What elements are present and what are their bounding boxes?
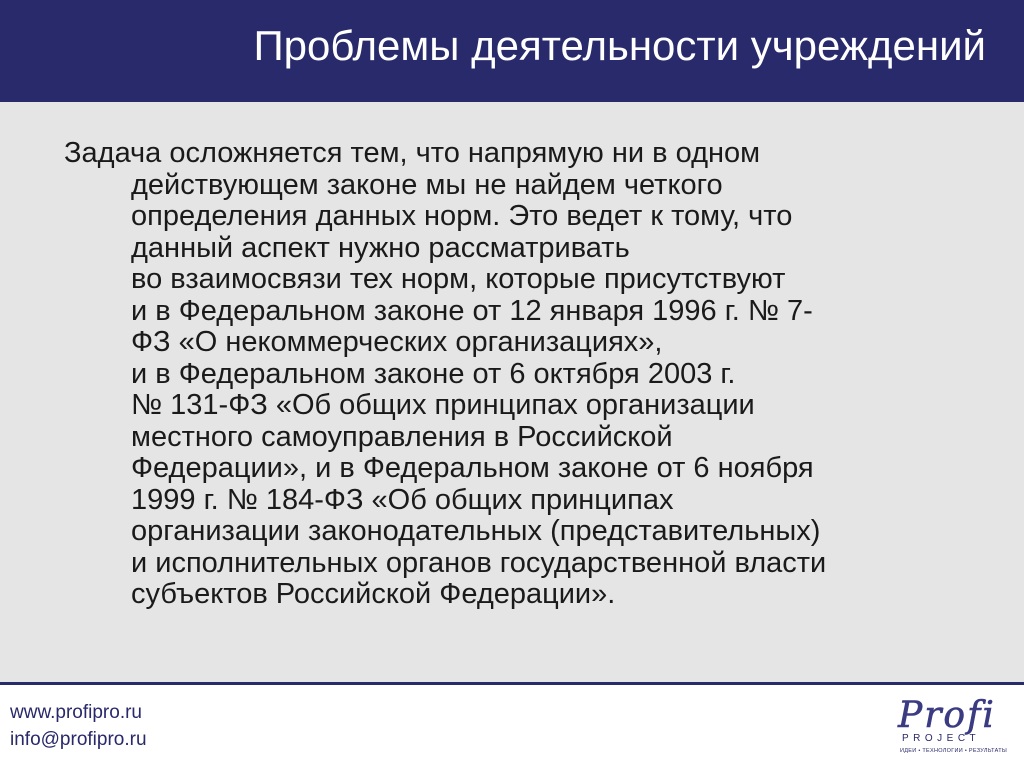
body-line: и в Федеральном законе от 6 октября 2003 г.: [131, 357, 736, 390]
body-line: ФЗ «О некоммерческих организациях»,: [131, 326, 663, 358]
body-paragraph: [64, 138, 964, 611]
logo-sub: PROJECT: [902, 733, 981, 744]
title-bar: [0, 0, 1024, 102]
contacts: [10, 699, 147, 753]
content-area: [0, 102, 1024, 682]
body-line: данный аспект нужно рассматривать: [131, 231, 630, 264]
body-line: и исполнительных органов государственной власти: [131, 546, 827, 579]
body-line: субъектов Российской Федерации».: [131, 578, 616, 610]
body-line: 1999 г. № 184-ФЗ «Об общих принципах: [131, 483, 674, 516]
body-line: № 131-ФЗ «Об общих принципах организации: [131, 389, 755, 421]
body-line: определения данных норм. Это ведет к тому, что: [131, 200, 793, 232]
body-line: местного самоуправления в Российской: [131, 420, 673, 453]
footer: [0, 685, 1024, 768]
logo-tagline: ИДЕИ • ТЕХНОЛОГИИ • РЕЗУЛЬТАТЫ: [900, 748, 1008, 754]
body-line: Задача осложняется тем, что напрямую ни в одном: [64, 137, 761, 169]
body-line: во взаимосвязи тех норм, которые присутствуют: [131, 263, 786, 295]
profi-project-logo: [894, 689, 1014, 761]
logo-brand: Profi: [898, 695, 996, 736]
body-line: и в Федеральном законе от 12 января 1996 г. № 7-: [131, 294, 813, 327]
website-link[interactable]: www.profipro.ru: [10, 702, 142, 723]
email-link[interactable]: info@profipro.ru: [10, 729, 147, 750]
body-line: действующем законе мы не найдем четкого: [131, 168, 723, 201]
page-title: Проблемы деятельности учреждений: [253, 22, 986, 69]
body-line: Федерации», и в Федеральном законе от 6 ноября: [131, 452, 814, 484]
body-line: организации законодательных (представительных): [131, 515, 821, 547]
